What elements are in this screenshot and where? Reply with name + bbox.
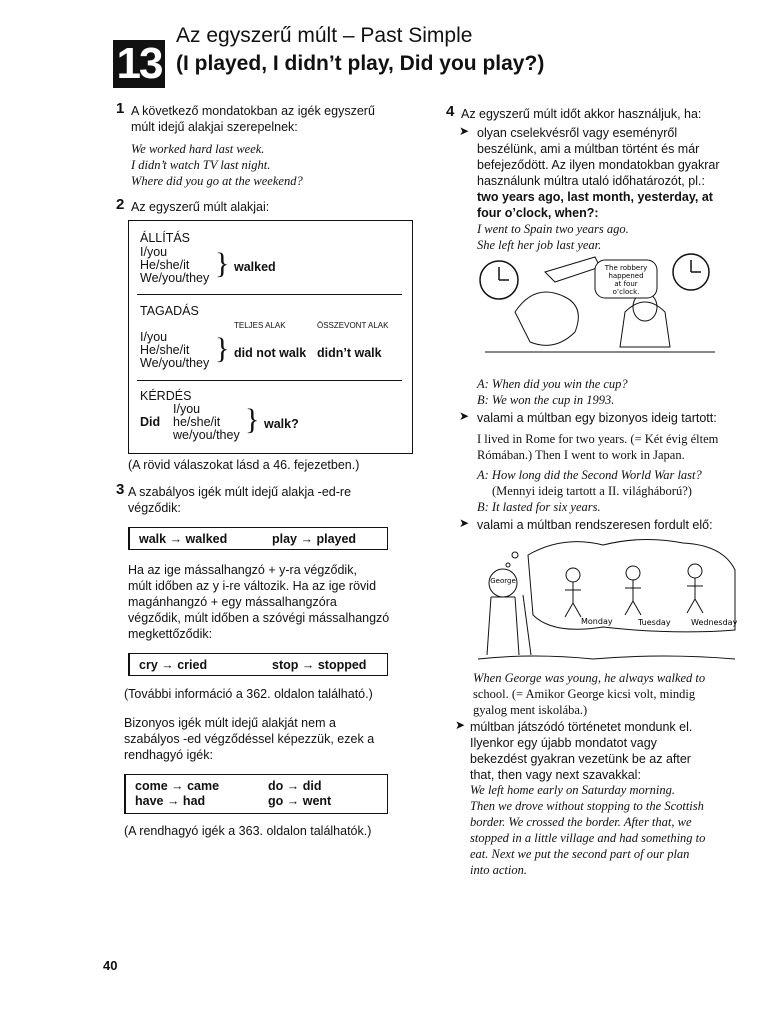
- irregular-intro: szabályos -ed végződéssel képezzük, ezek a: [124, 732, 375, 746]
- affirmative-label: ÁLLÍTÁS: [140, 231, 191, 245]
- usage-line: bekezdést gyakran vezetünk be az after: [470, 752, 691, 766]
- irregular-note: (A rendhagyó igék a 363. oldalon találhatók.): [124, 824, 372, 838]
- robbery-illustration: [475, 252, 725, 372]
- caption-line: school. (= Amikor George kicsi volt, mindig: [473, 687, 696, 701]
- example-line: I didn’t watch TV last night.: [131, 158, 271, 172]
- verb-pair: go → went: [268, 794, 332, 808]
- pronoun: I/you: [140, 245, 168, 259]
- section-number-3: 3: [116, 481, 125, 498]
- usage-line: használunk múltra utaló időhatározót, pl.:: [477, 174, 705, 188]
- section2-text: Az egyszerű múlt alakjai:: [131, 200, 270, 214]
- bullet-arrow-icon: ➤: [459, 516, 470, 530]
- george-walking-illustration: [473, 535, 743, 665]
- usage-line: valami a múltban rendszeresen fordult elő:: [477, 518, 713, 532]
- verb-pair: come → came: [135, 779, 220, 793]
- conjugation-table: [128, 220, 413, 454]
- usage-line: that, then vagy next szavakkal:: [470, 768, 641, 782]
- irregular-box: [124, 774, 388, 814]
- verb-pair: play → played: [272, 532, 357, 546]
- pronoun: We/you/they: [140, 356, 210, 370]
- irregular-intro: rendhagyó igék:: [124, 748, 213, 762]
- example-line: Where did you go at the weekend?: [131, 174, 303, 188]
- negative-label: TAGADÁS: [140, 304, 199, 318]
- divider: [137, 294, 402, 295]
- rule-line: múlt időben az y i-re változik. Ha az ige rövid: [128, 579, 377, 593]
- section1-text1: A következő mondatokban az igék egyszerű: [131, 104, 375, 118]
- story-line: We left home early on Saturday morning.: [470, 783, 675, 797]
- bubble-text: o’clock.: [612, 288, 640, 296]
- story-line: border. We crossed the border. After that, we: [470, 815, 692, 829]
- usage-line: befejeződött. Az ilyen mondatokban gyakrar: [477, 158, 720, 172]
- pronoun: we/you/they: [173, 428, 240, 442]
- brace: }: [245, 403, 260, 436]
- dialogue-line: A: How long did the Second World War last?: [477, 468, 702, 482]
- example-box: [128, 527, 388, 550]
- section-number-1: 1: [116, 100, 125, 117]
- brace: }: [215, 332, 230, 365]
- day-label: Wednesday: [691, 618, 738, 627]
- section1-text2: múlt idejű alakjai szerepelnek:: [131, 120, 298, 134]
- brace: }: [215, 247, 230, 280]
- divider: [137, 380, 402, 381]
- day-label: Tuesday: [638, 618, 671, 627]
- section3-text2: végződik:: [128, 501, 181, 515]
- day-label: Monday: [581, 617, 613, 626]
- example-line: Rómában.) Then I went to work in Japan.: [477, 448, 685, 462]
- caption-line: When George was young, he always walked to: [473, 671, 706, 685]
- pronoun: We/you/they: [140, 271, 210, 285]
- auxiliary-did: Did: [140, 415, 161, 429]
- chapter-number-badge: 13: [113, 40, 165, 88]
- usage-line: olyan cselekvésről vagy eseményről: [477, 126, 678, 140]
- rule-line: Ha az ige mássalhangzó + y-ra végződik,: [128, 563, 357, 577]
- bubble-text: The robbery: [604, 264, 648, 272]
- pronoun: He/she/it: [140, 258, 190, 272]
- pronoun: He/she/it: [140, 343, 190, 357]
- verb-form-short: didn’t walk: [317, 346, 382, 360]
- example-line: We worked hard last week.: [131, 142, 265, 156]
- verb-pair: stop → stopped: [272, 658, 367, 672]
- page-title: Az egyszerű múlt – Past Simple: [176, 24, 473, 47]
- bubble-text: happened: [608, 272, 644, 280]
- story-line: Then we drove without stopping to the Scottish: [470, 799, 704, 813]
- character-name: George: [490, 577, 516, 585]
- verb-form: walked: [234, 260, 276, 274]
- pronoun: I/you: [140, 330, 168, 344]
- usage-line: beszélünk, ami a múltban történt és már: [477, 142, 700, 156]
- dialogue-translation: (Mennyi ideig tartott a II. világháború?): [492, 484, 692, 498]
- bubble-text: at four: [614, 280, 638, 288]
- usage-line: valami a múltban egy bizonyos ideig tartott:: [477, 411, 717, 425]
- page-number: 40: [103, 958, 118, 973]
- question-label: KÉRDÉS: [140, 389, 192, 403]
- verb-pair: have → had: [135, 794, 206, 808]
- more-info-note: (További információ a 362. oldalon található.): [124, 687, 373, 701]
- column-header: TELJES ALAK: [234, 321, 286, 330]
- story-line: eat. Next we put the second part of our plan: [470, 847, 690, 861]
- dialogue-line: B: It lasted for six years.: [477, 500, 601, 514]
- section-number-4: 4: [446, 103, 455, 120]
- pronoun: he/she/it: [173, 415, 221, 429]
- bullet-arrow-icon: ➤: [459, 124, 470, 138]
- verb-pair: cry → cried: [139, 658, 208, 672]
- rule-line: megkettőződik:: [128, 627, 213, 641]
- irregular-intro: Bizonyos igék múlt idejű alakját nem a: [124, 716, 336, 730]
- section3-text1: A szabályos igék múlt idejű alakja -ed-re: [128, 485, 352, 499]
- bullet-arrow-icon: ➤: [459, 409, 470, 423]
- story-line: stopped in a little village and had something to: [470, 831, 706, 845]
- section4-intro: Az egyszerű múlt időt akkor használjuk, ha:: [461, 107, 702, 121]
- example-line: I lived in Rome for two years. (= Két évig éltem: [477, 432, 719, 446]
- caption-line: gyalog ment iskolába.): [473, 703, 588, 717]
- example-box: [128, 653, 388, 676]
- short-answers-note: (A rövid válaszokat lásd a 46. fejezetben.): [128, 458, 360, 472]
- dialogue-line: B: We won the cup in 1993.: [477, 393, 615, 407]
- rule-line: végződik, múlt időben a szóvégi mássalhangzó: [128, 611, 390, 625]
- time-expressions: two years ago, last month, yesterday, at: [477, 190, 713, 204]
- usage-line: múltban játszódó történetet mondunk el.: [470, 720, 693, 734]
- page-subtitle: (I played, I didn’t play, Did you play?): [176, 52, 545, 75]
- time-expressions: four o’clock, when?:: [477, 206, 599, 220]
- bullet-arrow-icon: ➤: [455, 718, 466, 732]
- verb-form-full: did not walk: [234, 346, 307, 360]
- verb-pair: walk → walked: [139, 532, 228, 546]
- example-line: She left her job last year.: [477, 238, 602, 252]
- story-line: into action.: [470, 863, 527, 877]
- dialogue-line: A: When did you win the cup?: [477, 377, 628, 391]
- column-header: ÖSSZEVONT ALAK: [317, 321, 389, 330]
- rule-line: magánhangzó + egy mássalhangzóra: [128, 595, 337, 609]
- verb-pair: do → did: [268, 779, 322, 793]
- example-line: I went to Spain two years ago.: [477, 222, 629, 236]
- usage-line: Ilyenkor egy újabb mondatot vagy: [470, 736, 657, 750]
- section-number-2: 2: [116, 196, 125, 213]
- verb-form: walk?: [264, 417, 299, 431]
- pronoun: I/you: [173, 402, 201, 416]
